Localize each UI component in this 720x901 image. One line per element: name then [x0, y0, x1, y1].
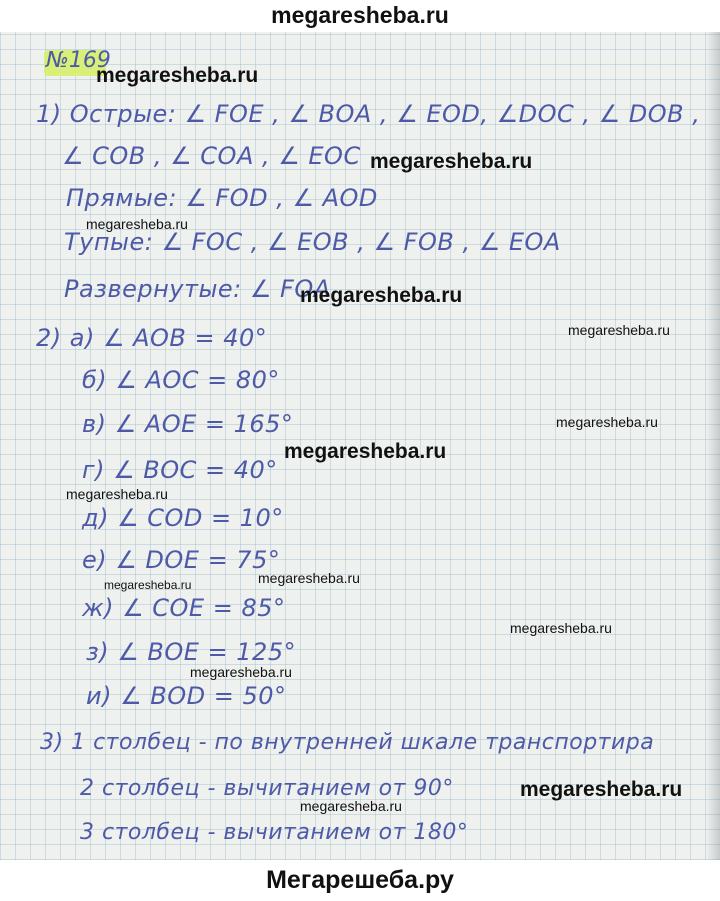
watermark: megaresheba.ru: [370, 150, 533, 173]
watermark: megaresheba.ru: [568, 322, 670, 338]
answer-2g: г) ∠ BOC = 40°: [82, 456, 278, 484]
site-footer[interactable]: Мегарешеба.ру: [0, 860, 720, 901]
answer-line-straight: Развернутые: ∠ FOA: [64, 275, 331, 303]
watermark: megaresheba.ru: [66, 486, 168, 502]
task-number: №169: [46, 48, 111, 73]
watermark: megaresheba.ru: [96, 64, 259, 87]
answer-3-column2: 2 столбец - вычитанием от 90°: [80, 776, 454, 801]
answer-line-acute-cont: ∠ COB , ∠ COA , ∠ EOC: [62, 142, 361, 170]
answer-2zh: ж) ∠ COE = 85°: [82, 594, 286, 622]
answer-2z: з) ∠ BOE = 125°: [86, 638, 297, 666]
site-header[interactable]: megaresheba.ru: [0, 0, 720, 32]
answer-2i: и) ∠ BOD = 50°: [86, 682, 287, 710]
watermark: megaresheba.ru: [190, 664, 292, 680]
answer-2b: б) ∠ AOC = 80°: [82, 366, 280, 394]
answer-2a: 2) а) ∠ AOB = 40°: [36, 324, 268, 352]
page-edge-shadow: [706, 32, 720, 860]
answer-3-column3: 3 столбец - вычитанием от 180°: [80, 820, 469, 845]
answer-3-column1: 3) 1 столбец - по внутренней шкале транспортира: [40, 730, 655, 755]
watermark: megaresheba.ru: [258, 570, 360, 586]
watermark: megaresheba.ru: [520, 778, 683, 801]
answer-line-acute: 1) Острые: ∠ FOE , ∠ BOA , ∠ EOD, ∠DOC , ∠ DOB ,: [36, 100, 701, 128]
watermark: megaresheba.ru: [300, 798, 402, 814]
answer-line-obtuse: Тупые: ∠ FOC , ∠ EOB , ∠ FOB , ∠ EOA: [64, 228, 561, 256]
watermark: megaresheba.ru: [104, 578, 192, 592]
watermark: megaresheba.ru: [510, 620, 612, 636]
watermark: megaresheba.ru: [86, 216, 188, 232]
watermark: megaresheba.ru: [300, 284, 463, 307]
notebook-page: [0, 32, 720, 860]
watermark: megaresheba.ru: [284, 440, 447, 463]
answer-2d: д) ∠ COD = 10°: [82, 504, 284, 532]
answer-2v: в) ∠ AOE = 165°: [82, 410, 294, 438]
watermark: megaresheba.ru: [556, 414, 658, 430]
answer-line-right: Прямые: ∠ FOD , ∠ AOD: [66, 184, 378, 212]
answer-2e: е) ∠ DOE = 75°: [82, 546, 281, 574]
